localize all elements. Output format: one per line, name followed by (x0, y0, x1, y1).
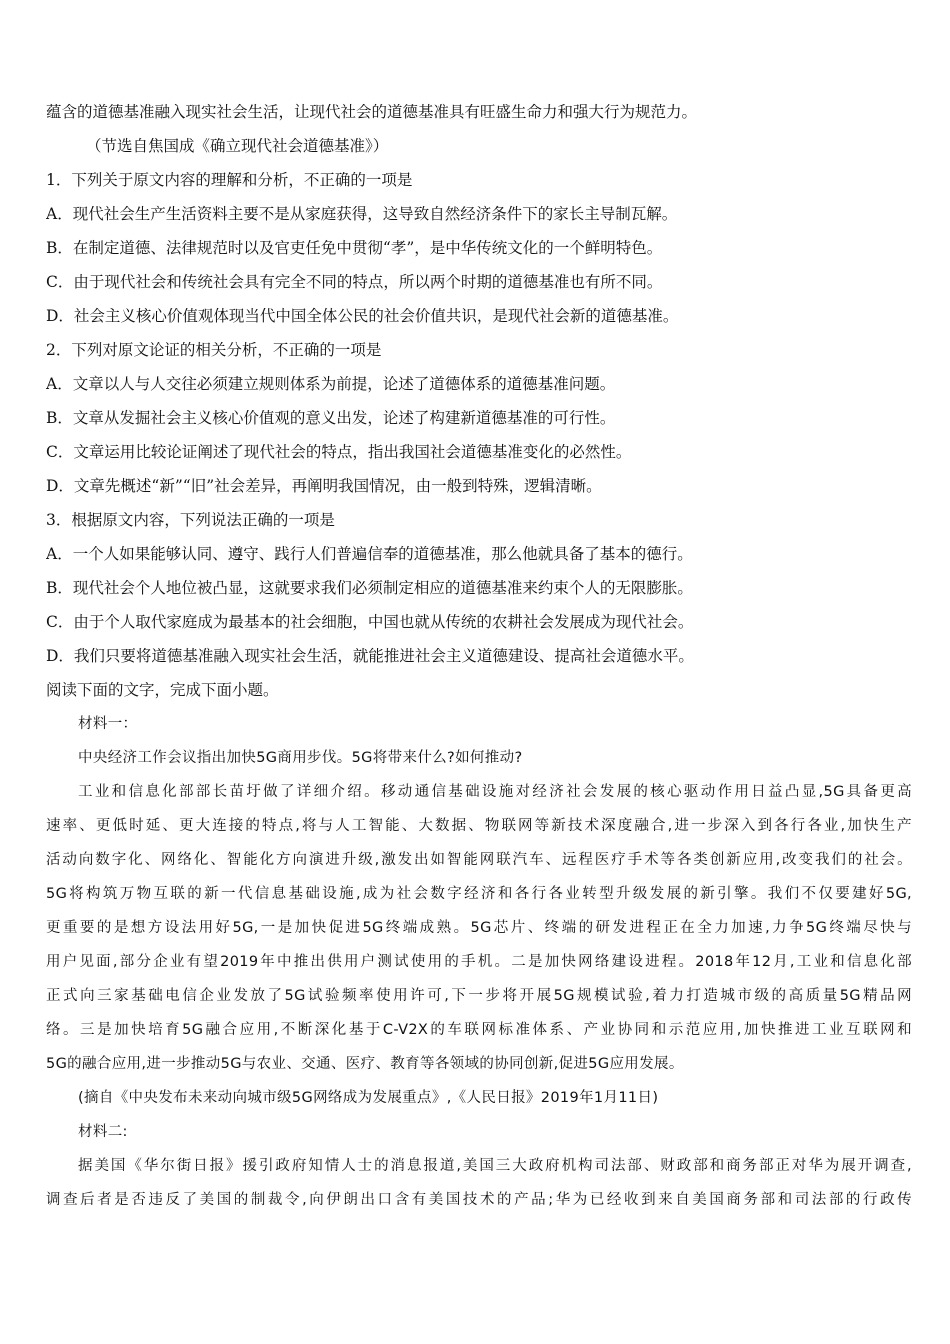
question-1-option-d: D．社会主义核心价值观体现当代中国全体公民的社会价值共识，是现代社会新的道德基准。 (46, 307, 679, 325)
material-1-headline: 中央经济工作会议指出加快5G商用步伐。5G将带来什么?如何推动? (78, 750, 523, 766)
question-1-option-b: B．在制定道德、法律规范时以及官吏任免中贯彻“孝”，是中华传统文化的一个鲜明特色。 (46, 239, 663, 257)
material-1-line: 工业和信息化部部长苗圩做了详细介绍。移动通信基础设施对经济社会发展的核心驱动作用日益凸显,5G具备更高 (78, 784, 912, 800)
material-1-line: 用户见面,部分企业有望2019年中推出供用户测试使用的手机。二是加快网络建设进程。2018年12月,工业和信息化部 (46, 954, 912, 970)
question-3-option-a: A．一个人如果能够认同、遵守、践行人们普遍信奉的道德基准，那么他就具备了基本的德行。 (46, 545, 693, 563)
question-2-option-a: A．文章以人与人交往必须建立规则体系为前提，论述了道德体系的道德基准问题。 (46, 375, 616, 393)
question-2-option-d: D．文章先概述“新”“旧”社会差异，再阐明我国情况，由一般到特殊，逻辑清晰。 (46, 477, 602, 495)
passage-closing-line: 蕴含的道德基准融入现实社会生活，让现代社会的道德基准具有旺盛生命力和强大行为规范力。 (46, 103, 698, 121)
material-1-line: 速率、更低时延、更大连接的特点,将与人工智能、大数据、物联网等新技术深度融合,进一步深入到各行各业,加快生产 (46, 818, 912, 834)
question-1-stem: 1．下列关于原文内容的理解和分析，不正确的一项是 (46, 171, 413, 189)
material-1-source: (摘自《中央发布未来动向城市级5G网络成为发展重点》,《人民日报》2019年1月11日) (78, 1090, 659, 1106)
material-1-label: 材料一： (78, 716, 138, 732)
question-2-option-c: C．文章运用比较论证阐述了现代社会的特点，指出我国社会道德基准变化的必然性。 (46, 443, 632, 461)
material-1-line: 5G将构筑万物互联的新一代信息基础设施,成为社会数字经济和各行各业转型升级发展的新引擎。我们不仅要建好5G, (46, 886, 912, 902)
question-3-option-c: C．由于个人取代家庭成为最基本的社会细胞，中国也就从传统的农耕社会发展成为现代社会。 (46, 613, 694, 631)
material-1-line: 5G的融合应用,进一步推动5G与农业、交通、医疗、教育等各领域的协同创新,促进5G应用发展。 (46, 1056, 684, 1072)
question-2-stem: 2．下列对原文论证的相关分析，不正确的一项是 (46, 341, 382, 359)
material-1-line: 络。三是加快培育5G融合应用,不断深化基于C-V2X的车联网标准体系、产业协同和示范应用,加快推进工业互联网和 (46, 1022, 912, 1038)
material-1-line: 更重要的是想方设法用好5G,一是加快促进5G终端成熟。5G芯片、终端的研发进程正在全力加速,力争5G终端尽快与 (46, 920, 912, 936)
question-1-option-a: A．现代社会生产生活资料主要不是从家庭获得，这导致自然经济条件下的家长主导制瓦解。 (46, 205, 678, 223)
question-1-option-c: C．由于现代社会和传统社会具有完全不同的特点，所以两个时期的道德基准也有所不同。 (46, 273, 663, 291)
passage-source: （节选自焦国成《确立现代社会道德基准》） (86, 137, 389, 155)
reading-instruction: 阅读下面的文字，完成下面小题。 (46, 681, 279, 699)
question-3-option-d: D．我们只要将道德基准融入现实社会生活，就能推进社会主义道德建设、提高社会道德水平。 (46, 647, 694, 665)
material-2-label: 材料二: (78, 1124, 128, 1140)
material-2-line: 调查后者是否违反了美国的制裁令,向伊朗出口含有美国技术的产品;华为已经收到来自美国商务部和司法部的行政传 (46, 1192, 912, 1208)
material-1-line: 活动向数字化、网络化、智能化方向演进升级,激发出如智能网联汽车、远程医疗手术等各类创新应用,改变我们的社会。 (46, 852, 912, 868)
question-2-option-b: B．文章从发掘社会主义核心价值观的意义出发，论述了构建新道德基准的可行性。 (46, 409, 616, 427)
question-3-option-b: B．现代社会个人地位被凸显，这就要求我们必须制定相应的道德基准来约束个人的无限膨胀。 (46, 579, 693, 597)
material-1-line: 正式向三家基础电信企业发放了5G试验频率使用许可,下一步将开展5G规模试验,着力打造城市级的高质量5G精品网 (46, 988, 912, 1004)
question-3-stem: 3．根据原文内容，下列说法正确的一项是 (46, 511, 335, 529)
material-2-line: 据美国《华尔街日报》援引政府知情人士的消息报道,美国三大政府机构司法部、财政部和商务部正对华为展开调查, (78, 1158, 912, 1174)
